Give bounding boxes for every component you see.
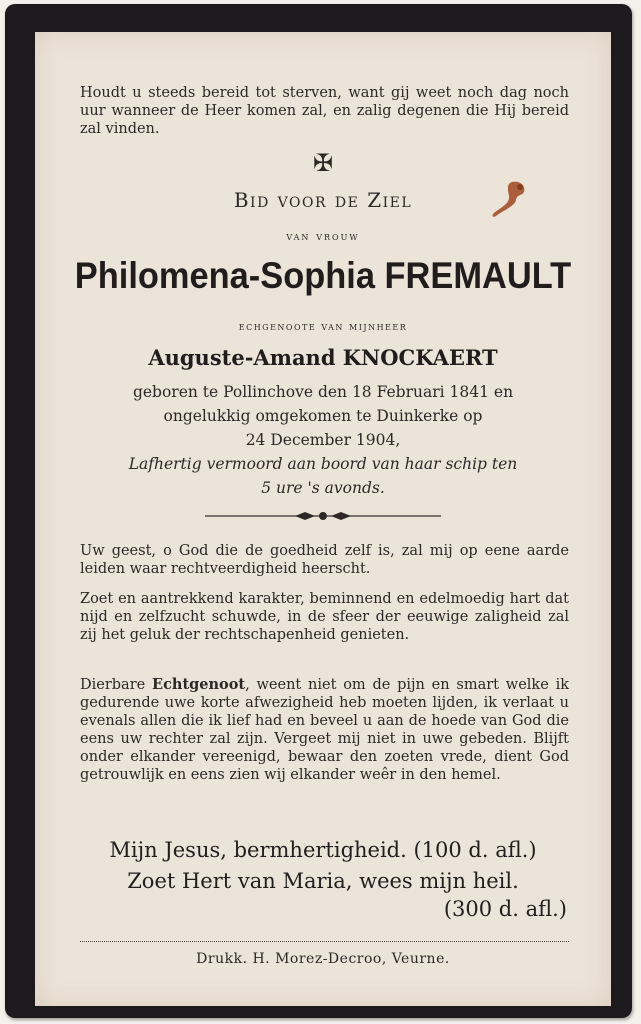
birth-line-1: geboren te Pollinchove den 18 Februari 1841 en — [132, 383, 514, 401]
prayer-1: Mijn Jesus, bermhertigheid. (100 d. afl.) — [109, 838, 537, 862]
paragraph-2: Zoet en aantrekkend karakter, beminnend en edelmoedig hart dat nijd en zelfzucht schuwde, in de sfeer der eeuwige zaligheid zal zij het geluk der rechtschapenheid genieten. — [80, 591, 569, 643]
prayer-2-indulgence: (300 d. afl.) — [443, 897, 567, 921]
birth-line-2: ongelukkig omgekomen te Duinkerke op — [163, 407, 483, 425]
paragraph-1: Uw geest, o God die de goedheid zelf is, zal mij op eene aarde leiden waar rechtveerdigheid heerscht. — [80, 543, 569, 577]
intro-verse: Houdt u steeds bereid tot sterven, want gij weet noch dag noch uur wanneer de Heer komen zal, en zalig degenen die Hij bereid zal vinden. — [80, 85, 569, 137]
printer-line: Drukk. H. Morez-Decroo, Veurne. — [196, 951, 450, 967]
husband-name: Auguste-Amand KNOCKAERT — [148, 345, 498, 370]
echgenoote-label: echgenoote van mijnheer — [238, 319, 408, 333]
death-date: 24 December 1904, — [245, 431, 401, 449]
paragraph-3-start: Dierbare — [80, 677, 153, 693]
memorial-card — [5, 4, 632, 1018]
paragraph-3-echtgenoot: Echtgenoot — [152, 676, 246, 693]
dotted-divider — [80, 941, 569, 942]
cross-icon: ✠ — [312, 149, 334, 177]
paragraph-3-rest: , weent niet om de pijn en smart welke ik gedurende uwe korte afwezigheid heb moeten lijden, ik verlaat u evenals allen die ik lief had en beveel u aan de hoede van God die eens uw rechter zal zijn. Vergeet mij niet in uwe gebeden. Blijft onder elkander vereenigd, bewaar den zoeten vrede, dient God getrouwlijk en eens zien wij elkander weêr in den hemel. — [80, 677, 569, 783]
card-paper — [35, 32, 611, 1006]
deceased-name: Philomena-Sophia FREMAULT — [74, 255, 572, 296]
paragraph-3 — [80, 676, 569, 784]
murder-line-1: Lafhertig vermoord aan boord van haar schip ten — [128, 455, 518, 473]
murder-line-2: 5 ure 's avonds. — [261, 479, 385, 497]
ornament-divider — [205, 510, 441, 522]
bid-heading: Bid voor de Ziel — [233, 188, 413, 212]
van-vrouw: van vrouw — [286, 229, 360, 243]
prayer-2: Zoet Hert van Maria, wees mijn heil. — [127, 869, 519, 893]
